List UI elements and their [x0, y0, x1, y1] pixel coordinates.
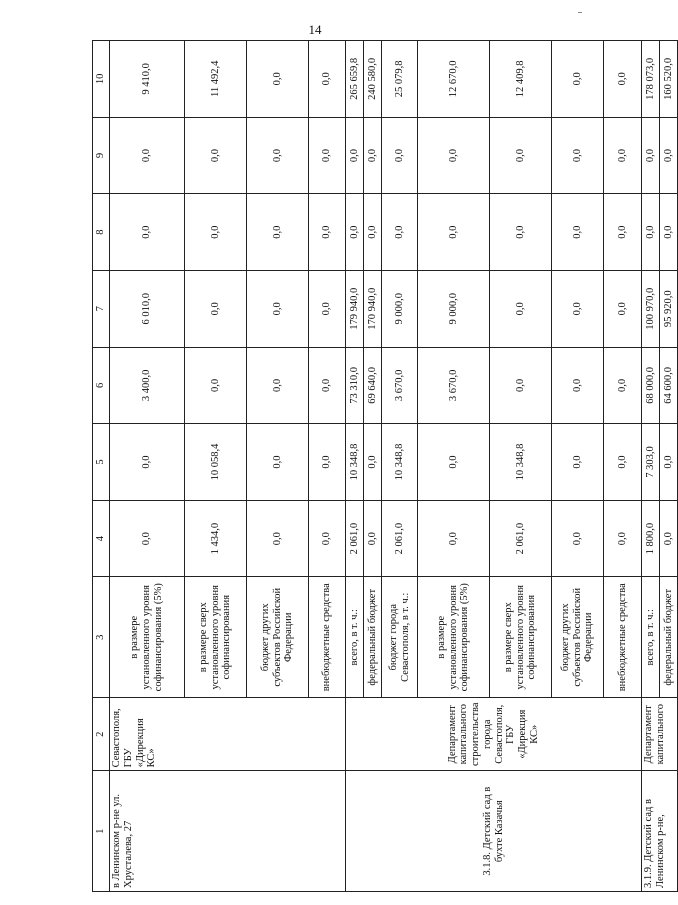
header-cell: 4 [93, 500, 110, 577]
header-cell: 10 [93, 41, 110, 118]
value-cell: 1 800,0 [642, 500, 660, 577]
value-cell: 2 061,0 [346, 500, 364, 577]
value-cell: 2 061,0 [382, 500, 418, 577]
source-cell: в размере сверх установленного уровня софинансирования [490, 577, 552, 698]
header-cell: 8 [93, 194, 110, 271]
value-cell: 0,0 [185, 347, 247, 424]
source-cell: бюджет других субъектов Российской Федерации [247, 577, 309, 698]
value-cell: 0,0 [552, 117, 604, 194]
value-cell: 0,0 [490, 347, 552, 424]
value-cell: 0,0 [247, 194, 309, 271]
value-cell: 25 079,8 [382, 41, 418, 118]
value-cell: 10 348,8 [382, 424, 418, 501]
value-cell: 0,0 [382, 117, 418, 194]
value-cell: 0,0 [418, 424, 490, 501]
value-cell: 3 670,0 [382, 347, 418, 424]
value-cell: 0,0 [604, 270, 642, 347]
value-cell: 0,0 [247, 270, 309, 347]
value-cell: 0,0 [552, 347, 604, 424]
value-cell: 0,0 [418, 194, 490, 271]
value-cell: 68 000,0 [642, 347, 660, 424]
object-cell: 3.1.8. Детский сад в бухте Казачья [346, 771, 642, 892]
value-cell: 10 348,8 [346, 424, 364, 501]
value-cell: 3 670,0 [418, 347, 490, 424]
value-cell: 0,0 [247, 347, 309, 424]
value-cell: 0,0 [552, 270, 604, 347]
value-cell: 178 073,0 [642, 41, 660, 118]
value-cell: 0,0 [110, 117, 185, 194]
value-cell: 95 920,0 [660, 270, 678, 347]
value-cell: 0,0 [418, 117, 490, 194]
source-cell: бюджет других субъектов Российской Федерации [552, 577, 604, 698]
value-cell: 160 520,0 [660, 41, 678, 118]
value-cell: 3 400,0 [110, 347, 185, 424]
header-cell: 6 [93, 347, 110, 424]
header-cell: 9 [93, 117, 110, 194]
value-cell: 0,0 [660, 117, 678, 194]
value-cell: 0,0 [552, 41, 604, 118]
responsible-cell: Севастополя, ГБУ «Дирекция КС» [110, 698, 346, 771]
source-cell: всего, в т. ч.: [642, 577, 660, 698]
value-cell: 0,0 [490, 194, 552, 271]
value-cell: 0,0 [110, 424, 185, 501]
responsible-cell: Департамент капитального [642, 698, 678, 771]
value-cell: 10 348,8 [490, 424, 552, 501]
header-row [93, 41, 110, 892]
value-cell: 0,0 [110, 500, 185, 577]
value-cell: 0,0 [642, 194, 660, 271]
responsible-cell: Департамент капитального строительства города Севастополя, ГБУ «Дирекция КС» [346, 698, 642, 771]
value-cell: 0,0 [185, 194, 247, 271]
source-cell: внебюджетные средства [309, 577, 346, 698]
value-cell: 0,0 [309, 424, 346, 501]
value-cell: 0,0 [364, 424, 382, 501]
value-cell: 179 940,0 [346, 270, 364, 347]
value-cell: 0,0 [247, 41, 309, 118]
source-cell: внебюджетные средства [604, 577, 642, 698]
value-cell: 0,0 [309, 194, 346, 271]
source-cell: в размере установленного уровня софинансирования (5%) [110, 577, 185, 698]
value-cell: 0,0 [346, 117, 364, 194]
value-cell: 2 061,0 [490, 500, 552, 577]
value-cell: 0,0 [604, 117, 642, 194]
value-cell: 0,0 [552, 424, 604, 501]
value-cell: 0,0 [364, 117, 382, 194]
header-cell: 1 [93, 771, 110, 892]
value-cell: 0,0 [185, 270, 247, 347]
table-row [642, 41, 660, 892]
value-cell: 10 058,4 [185, 424, 247, 501]
value-cell: 0,0 [604, 424, 642, 501]
value-cell: 0,0 [604, 500, 642, 577]
header-cell: 7 [93, 270, 110, 347]
value-cell: 0,0 [247, 424, 309, 501]
value-cell: 0,0 [642, 117, 660, 194]
table-row [346, 41, 364, 892]
header-cell: 2 [93, 698, 110, 771]
header-cell: 5 [93, 424, 110, 501]
value-cell: 0,0 [364, 194, 382, 271]
source-cell: в размере установленного уровня софинансирования (5%) [418, 577, 490, 698]
object-cell: в Ленинском р-не ул. Хрусталева, 27 [110, 771, 346, 892]
value-cell: 0,0 [309, 117, 346, 194]
value-cell: 265 659,8 [346, 41, 364, 118]
value-cell: 69 640,0 [364, 347, 382, 424]
value-cell: 0,0 [247, 117, 309, 194]
table-row [110, 41, 185, 892]
page-number: 14 [308, 22, 322, 37]
source-cell: в размере сверх установленного уровня софинансирования [185, 577, 247, 698]
value-cell: 0,0 [604, 194, 642, 271]
value-cell: 0,0 [604, 41, 642, 118]
value-cell: 0,0 [110, 194, 185, 271]
value-cell: 0,0 [309, 500, 346, 577]
value-cell: 0,0 [490, 117, 552, 194]
value-cell: 0,0 [552, 194, 604, 271]
value-cell: 0,0 [604, 347, 642, 424]
value-cell: 9 000,0 [382, 270, 418, 347]
header-cell: 3 [93, 577, 110, 698]
scan-mark [578, 12, 582, 13]
source-cell: всего, в т. ч.: [346, 577, 364, 698]
source-cell: бюджет города Севастополя, в т. ч.: [382, 577, 418, 698]
value-cell: 9 000,0 [418, 270, 490, 347]
value-cell: 64 600,0 [660, 347, 678, 424]
value-cell: 11 492,4 [185, 41, 247, 118]
value-cell: 0,0 [660, 194, 678, 271]
value-cell: 100 970,0 [642, 270, 660, 347]
value-cell: 0,0 [309, 270, 346, 347]
value-cell: 6 010,0 [110, 270, 185, 347]
value-cell: 0,0 [382, 194, 418, 271]
value-cell: 240 580,0 [364, 41, 382, 118]
rotated-table-container [92, 40, 674, 892]
value-cell: 0,0 [660, 500, 678, 577]
value-cell: 0,0 [418, 500, 490, 577]
value-cell: 0,0 [309, 41, 346, 118]
value-cell: 0,0 [247, 500, 309, 577]
value-cell: 1 434,0 [185, 500, 247, 577]
financing-table [92, 40, 678, 892]
value-cell: 0,0 [185, 117, 247, 194]
value-cell: 0,0 [552, 500, 604, 577]
value-cell: 12 409,8 [490, 41, 552, 118]
value-cell: 0,0 [309, 347, 346, 424]
value-cell: 7 303,0 [642, 424, 660, 501]
value-cell: 0,0 [660, 424, 678, 501]
source-cell: федеральный бюджет [660, 577, 678, 698]
value-cell: 0,0 [364, 500, 382, 577]
value-cell: 9 410,0 [110, 41, 185, 118]
value-cell: 12 670,0 [418, 41, 490, 118]
source-cell: федеральный бюджет [364, 577, 382, 698]
value-cell: 0,0 [490, 270, 552, 347]
value-cell: 73 310,0 [346, 347, 364, 424]
value-cell: 0,0 [346, 194, 364, 271]
object-cell: 3.1.9. Детский сад в Ленинском р-не, [642, 771, 678, 892]
value-cell: 170 940,0 [364, 270, 382, 347]
